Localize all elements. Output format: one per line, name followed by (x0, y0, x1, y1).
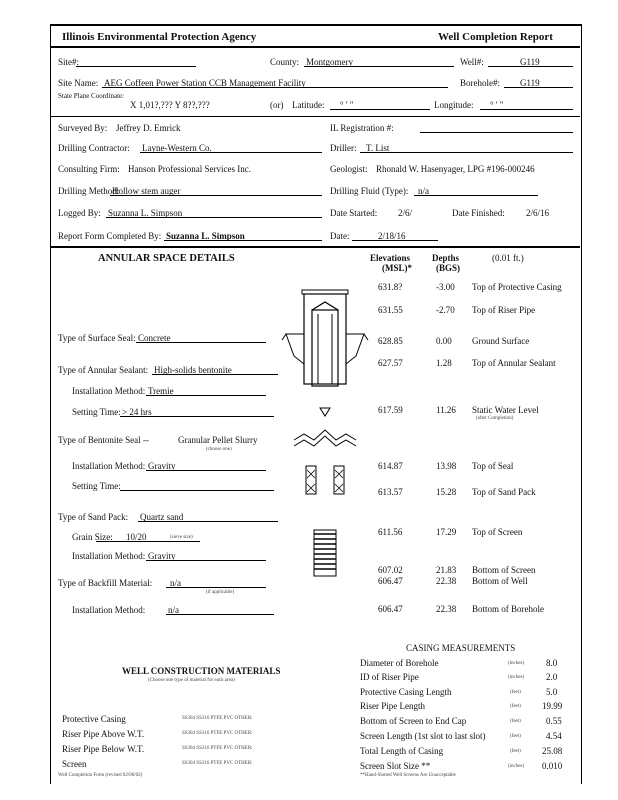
material-row-label: Riser Pipe Above W.T. (62, 729, 145, 739)
casing-unit: (feet) (510, 719, 521, 724)
bentonite-note: (choose one) (206, 447, 232, 452)
surveyed-by-label: Surveyed By: (58, 123, 108, 133)
grain-note: (sieve size) (170, 535, 193, 540)
depths-sub: (BGS) (436, 263, 461, 273)
bentonite-options[interactable]: Granular Pellet Slurry (178, 435, 258, 445)
depth-value: 11.26 (436, 405, 456, 415)
drilling-contractor-value: Layne-Western Co. (142, 143, 212, 153)
il-reg-field[interactable] (420, 132, 573, 133)
elev-value: 631.8? (378, 282, 403, 292)
date-finished-label: Date Finished: (452, 208, 505, 218)
annular-title: ANNULAR SPACE DETAILS (98, 253, 235, 264)
site-name-value: AEG Coffeen Power Station CCB Management Facility (104, 78, 306, 88)
geologist-value: Rhonald W. Hasenyager, LPG #196-000246 (376, 164, 535, 174)
elevations-header: Elevations (370, 253, 411, 263)
row-label: Top of Riser Pipe (472, 305, 536, 315)
elevations-sub: (MSL)* (382, 263, 412, 273)
drilling-method-value: Hollow stem auger (112, 186, 181, 196)
drilling-fluid-value: n/a (418, 186, 429, 196)
material-row-label: Riser Pipe Below W.T. (62, 744, 145, 754)
casing-unit: (feet) (510, 749, 521, 754)
elev-value: 627.57 (378, 358, 403, 368)
latitude-field[interactable] (330, 109, 430, 110)
section-divider (50, 116, 580, 117)
county-field[interactable] (304, 66, 454, 67)
annular-sealant-value: High-solids bentonite (154, 365, 232, 375)
drilling-fluid-label: Drilling Fluid (Type): (330, 186, 409, 196)
backfill-field[interactable] (166, 587, 266, 588)
materials-title: WELL CONSTRUCTION MATERIALS (122, 666, 281, 676)
install-method-label: Installation Method: (72, 605, 146, 615)
depth-value: 17.29 (436, 527, 457, 537)
borehole-field[interactable] (504, 87, 573, 88)
elev-value: 614.87 (378, 461, 403, 471)
casing-unit: (feet) (510, 704, 521, 709)
depth-value: 13.98 (436, 461, 457, 471)
casing-row-label: ID of Riser Pipe (360, 672, 419, 682)
casing-row-label: Diameter of Borehole (360, 658, 439, 668)
longitude-value: ° ' " (490, 100, 504, 110)
material-options[interactable]: SS304 SS316 PTFE PVC OTHER: (182, 731, 253, 736)
install-method-label: Installation Method: (72, 551, 146, 561)
elev-value: 606.47 (378, 604, 403, 614)
date-started-label: Date Started: (330, 208, 378, 218)
casing-row-label: Screen Slot Size ** (360, 761, 431, 771)
surface-seal-value: Concrete (138, 333, 171, 343)
row-label: Top of Screen (472, 527, 523, 537)
depth-value: 0.00 (436, 336, 452, 346)
casing-unit: (inches) (508, 661, 525, 666)
setting-time-value: > 24 hrs (122, 407, 152, 417)
elev-value: 628.85 (378, 336, 403, 346)
row-label: Top of Seal (472, 461, 514, 471)
il-reg-label: IL Registration #: (330, 123, 394, 133)
backfill-label: Type of Backfill Material: (58, 578, 153, 588)
site-name-field[interactable] (102, 87, 448, 88)
sand-pack-field[interactable] (138, 521, 278, 522)
site-name-label: Site Name: (58, 78, 99, 88)
form-title: Well Completion Report (438, 31, 553, 43)
casing-unit: (feet) (510, 690, 521, 695)
install-method-field[interactable] (166, 614, 274, 615)
casing-value: 25.08 (542, 746, 563, 756)
report-completed-value: Suzanna L. Simpson (166, 231, 245, 241)
material-options[interactable]: SS304 SS316 PTFE PVC OTHER: (182, 761, 253, 766)
well-schematic-diagram (280, 280, 370, 620)
state-plane-label: State Plane Coordinate: (58, 92, 125, 100)
annular-divider (50, 246, 580, 248)
depth-value: 15.28 (436, 487, 457, 497)
borehole-label: Borehole#: (460, 78, 500, 88)
date-value: 2/18/16 (378, 231, 406, 241)
casing-value: 0.55 (546, 716, 562, 726)
depth-value: -3.00 (436, 282, 455, 292)
setting-time-field[interactable] (120, 416, 274, 417)
casing-row-label: Riser Pipe Length (360, 701, 425, 711)
casing-value: 2.0 (546, 672, 558, 682)
install-method-field[interactable] (146, 470, 266, 471)
county-value: Montgomery (306, 57, 353, 67)
date-started-value: 2/6/ (398, 208, 413, 218)
casing-value: 4.54 (546, 731, 562, 741)
install-method-value: n/a (168, 605, 179, 615)
site-no-field[interactable] (76, 66, 196, 67)
materials-note: (Choose one type of material for each area) (148, 678, 235, 683)
date-finished-value: 2/6/16 (526, 208, 550, 218)
setting-time-field[interactable] (120, 490, 274, 491)
elev-value: 617.59 (378, 405, 403, 415)
row-label: Bottom of Well (472, 576, 528, 586)
depth-value: 22.38 (436, 604, 457, 614)
row-label: Top of Sand Pack (472, 487, 536, 497)
material-options[interactable]: SS304 SS316 PTFE PVC OTHER: (182, 716, 253, 721)
casing-unit: (feet) (510, 734, 521, 739)
logged-by-field[interactable] (106, 217, 322, 218)
install-method-value: Gravity (148, 461, 176, 471)
install-method-label: Installation Method: (72, 386, 146, 396)
grain-size-value: 10/20 (126, 532, 147, 542)
longitude-label: Longitude: (434, 100, 474, 110)
casing-value: 5.0 (546, 687, 558, 697)
material-row-label: Screen (62, 759, 87, 769)
latitude-value: ° ' " (340, 100, 354, 110)
latitude-label: Latitude: (292, 100, 325, 110)
well-field[interactable] (488, 66, 573, 67)
bentonite-seal-label: Type of Bentonite Seal -- (58, 435, 149, 445)
grain-size-field[interactable] (96, 541, 200, 542)
static-note: (after Completion) (476, 416, 514, 421)
install-method-label: Installation Method: (72, 461, 146, 471)
annular-sealant-field[interactable] (152, 374, 278, 375)
annular-sealant-label: Type of Annular Sealant: (58, 365, 149, 375)
driller-field[interactable] (360, 152, 573, 153)
backfill-value: n/a (170, 578, 181, 588)
driller-value: T. List (366, 143, 390, 153)
elev-value: 606.47 (378, 576, 403, 586)
row-label: Bottom of Screen (472, 565, 536, 575)
material-options[interactable]: SS304 SS316 PTFE PVC OTHER: (182, 746, 253, 751)
depth-value: 22.38 (436, 576, 457, 586)
report-completed-field[interactable] (164, 240, 322, 241)
backfill-note: (if applicable) (206, 590, 235, 595)
drilling-fluid-field[interactable] (414, 195, 538, 196)
elev-value: 611.56 (378, 527, 403, 537)
drilling-contractor-field[interactable] (140, 152, 322, 153)
logged-by-value: Suzanna L. Simpson (108, 208, 183, 218)
casing-title: CASING MEASUREMENTS (406, 643, 516, 653)
setting-time-label: Setting Time: (72, 481, 121, 491)
tolerance-note: (0.01 ft.) (492, 253, 524, 263)
borehole-value: G119 (520, 78, 540, 88)
driller-label: Driller: (330, 143, 357, 153)
site-no-label: Site#: (58, 57, 80, 67)
grain-size-label: Grain Size: (72, 532, 113, 542)
or-label: (or) (270, 100, 284, 110)
casing-row-label: Protective Casing Length (360, 687, 452, 697)
drilling-method-label: Drilling Method: (58, 186, 120, 196)
row-label: Ground Surface (472, 336, 530, 346)
install-method-field[interactable] (146, 395, 266, 396)
date-field[interactable] (352, 240, 438, 241)
consulting-firm-label: Consulting Firm: (58, 164, 120, 174)
setting-time-label: Setting Time: (72, 407, 121, 417)
install-method-value: Tremie (148, 386, 174, 396)
date-label: Date: (330, 231, 350, 241)
casing-row-label: Screen Length (1st slot to last slot) (360, 731, 486, 741)
install-method-field[interactable] (146, 560, 266, 561)
report-completed-label: Report Form Completed By: (58, 231, 162, 241)
state-plane-value: X 1,01?,??? Y 8??,??? (130, 100, 210, 110)
material-row-label: Protective Casing (62, 714, 126, 724)
drilling-method-field[interactable] (110, 195, 322, 196)
surveyed-by-value: Jeffrey D. Emrick (116, 123, 181, 133)
elev-value: 613.57 (378, 487, 403, 497)
agency-name: Illinois Environmental Protection Agency (62, 31, 257, 43)
consulting-firm-value: Hanson Professional Services Inc. (128, 164, 251, 174)
surface-seal-field[interactable] (136, 342, 266, 343)
county-label: County: (270, 57, 300, 67)
well-label: Well#: (460, 57, 484, 67)
drilling-contractor-label: Drilling Contractor: (58, 143, 130, 153)
row-label: Bottom of Borehole (472, 604, 544, 614)
depth-value: -2.70 (436, 305, 455, 315)
casing-unit: (inches) (508, 675, 525, 680)
casing-row-label: Bottom of Screen to End Cap (360, 716, 467, 726)
footer-form-revision: Well Completion Form (revised 02/06/02) (58, 773, 143, 778)
casing-row-label: Total Length of Casing (360, 746, 444, 756)
elev-value: 631.55 (378, 305, 403, 315)
elev-value: 607.02 (378, 565, 403, 575)
logged-by-label: Logged By: (58, 208, 101, 218)
depth-value: 1.28 (436, 358, 452, 368)
header-divider (50, 46, 580, 48)
casing-value: 8.0 (546, 658, 558, 668)
depth-value: 21.83 (436, 565, 457, 575)
row-label: Static Water Level (472, 405, 539, 415)
depths-header: Depths (432, 253, 460, 263)
row-label: Top of Annular Sealant (472, 358, 556, 368)
row-label: Top of Protective Casing (472, 282, 562, 292)
surface-seal-label: Type of Surface Seal: (58, 333, 136, 343)
well-value: G119 (520, 57, 540, 67)
sand-pack-label: Type of Sand Pack: (58, 512, 129, 522)
casing-value: 19.99 (542, 701, 563, 711)
casing-value: 0.010 (542, 761, 563, 771)
longitude-field[interactable] (480, 109, 573, 110)
geologist-label: Geologist: (330, 164, 368, 174)
install-method-value: Gravity (148, 551, 176, 561)
footer-screen-note: **Hand-Slotted Well Screens Are Unacceptable (360, 773, 456, 778)
casing-unit: (inches) (508, 764, 525, 769)
sand-pack-value: Quartz sand (140, 512, 184, 522)
